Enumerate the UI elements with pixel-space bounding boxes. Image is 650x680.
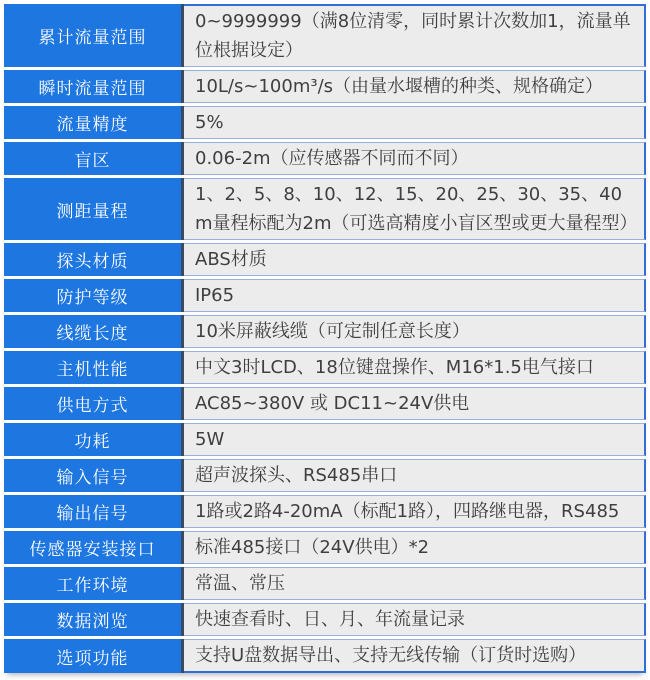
spec-value: 支持U盘数据导出、支持无线传输（订货时选购） bbox=[184, 639, 646, 673]
spec-label: 累计流量范围 bbox=[4, 4, 184, 67]
spec-row bbox=[4, 351, 646, 384]
spec-row bbox=[4, 603, 646, 636]
spec-value: ABS材质 bbox=[184, 243, 646, 276]
spec-value: 中文3时LCD、18位键盘操作、M16*1.5电气接口 bbox=[184, 351, 646, 384]
spec-row bbox=[4, 70, 646, 103]
spec-value: 5W bbox=[184, 423, 646, 456]
spec-label: 瞬时流量范围 bbox=[4, 70, 184, 103]
spec-label: 传感器安装接口 bbox=[4, 531, 184, 564]
spec-value: 1路或2路4-20mA（标配1路），四路继电器，RS485 bbox=[184, 495, 646, 528]
spec-value: 标准485接口（24V供电）*2 bbox=[184, 531, 646, 564]
spec-label: 供电方式 bbox=[4, 387, 184, 420]
spec-label: 输入信号 bbox=[4, 459, 184, 492]
spec-label: 选项功能 bbox=[4, 639, 184, 673]
spec-label: 工作环境 bbox=[4, 567, 184, 600]
spec-row bbox=[4, 423, 646, 456]
spec-label: 防护等级 bbox=[4, 279, 184, 312]
spec-row bbox=[4, 639, 646, 673]
spec-label: 数据浏览 bbox=[4, 603, 184, 636]
spec-row bbox=[4, 495, 646, 528]
spec-table bbox=[4, 4, 646, 673]
spec-row bbox=[4, 279, 646, 312]
spec-value: 0.06-2m（应传感器不同而不同） bbox=[184, 142, 646, 175]
spec-row bbox=[4, 315, 646, 348]
spec-value: AC85~380V 或 DC11~24V供电 bbox=[184, 387, 646, 420]
spec-label: 盲区 bbox=[4, 142, 184, 175]
spec-row bbox=[4, 387, 646, 420]
spec-row bbox=[4, 243, 646, 276]
spec-row bbox=[4, 4, 646, 67]
spec-row bbox=[4, 531, 646, 564]
spec-value: 1、2、5、8、10、12、15、20、25、30、35、40m量程标配为2m（可选高精度小盲区型或更大量程型） bbox=[184, 178, 646, 240]
spec-label: 流量精度 bbox=[4, 106, 184, 139]
spec-row bbox=[4, 178, 646, 240]
spec-label: 功耗 bbox=[4, 423, 184, 456]
spec-value: 超声波探头、RS485串口 bbox=[184, 459, 646, 492]
spec-value: 10L/s~100m³/s（由量水堰槽的种类、规格确定） bbox=[184, 70, 646, 103]
spec-value: 快速查看时、日、月、年流量记录 bbox=[184, 603, 646, 636]
spec-value: 5% bbox=[184, 106, 646, 139]
spec-label: 线缆长度 bbox=[4, 315, 184, 348]
spec-row bbox=[4, 567, 646, 600]
spec-row bbox=[4, 459, 646, 492]
spec-value: IP65 bbox=[184, 279, 646, 312]
spec-value: 0~9999999（满8位清零，同时累计次数加1，流量单位根据设定） bbox=[184, 4, 646, 67]
spec-label: 测距量程 bbox=[4, 178, 184, 240]
spec-label: 输出信号 bbox=[4, 495, 184, 528]
spec-label: 探头材质 bbox=[4, 243, 184, 276]
spec-row bbox=[4, 142, 646, 175]
spec-value: 10米屏蔽线缆（可定制任意长度） bbox=[184, 315, 646, 348]
spec-value: 常温、常压 bbox=[184, 567, 646, 600]
spec-row bbox=[4, 106, 646, 139]
spec-label: 主机性能 bbox=[4, 351, 184, 384]
